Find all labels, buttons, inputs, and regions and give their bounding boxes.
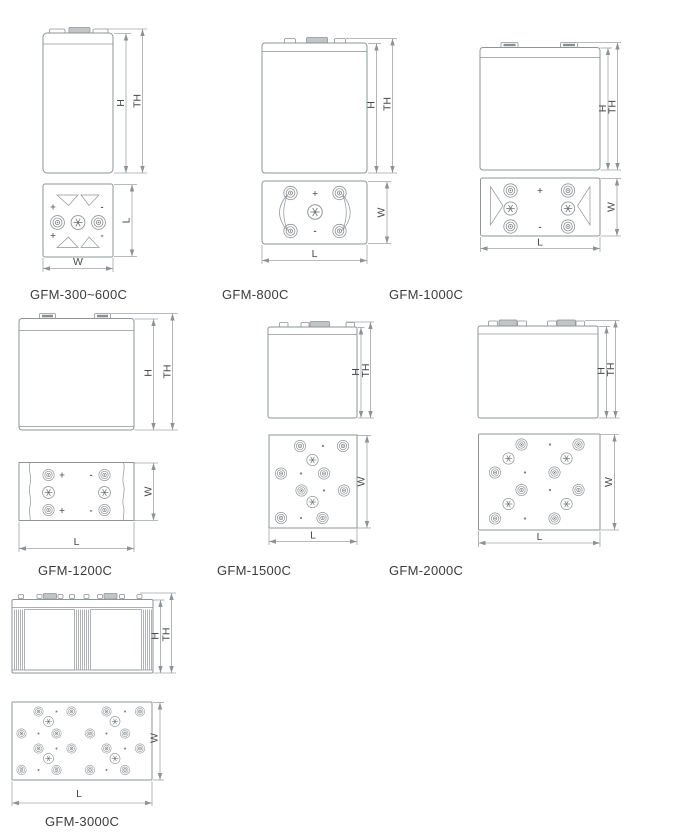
top-view (12, 702, 152, 780)
dim-label-right: W (148, 733, 161, 743)
front-view (262, 38, 367, 174)
dim-label-right: W (375, 207, 388, 218)
top-view (43, 184, 113, 257)
polarity-positive: + (58, 470, 66, 480)
diagram-gfm-800c (250, 20, 400, 282)
dim-label-bottom: L (536, 531, 543, 543)
model-caption: GFM-1000C (389, 287, 464, 302)
polarity-positive: + (49, 202, 57, 212)
dim-label-right: W (603, 477, 615, 487)
diagram-gfm-300-600c (0, 20, 160, 282)
polarity-positive: + (536, 186, 544, 196)
front-view (12, 594, 153, 674)
dim-label-bottom: L (310, 529, 316, 542)
polarity-negative: - (538, 222, 542, 232)
dim-label-th: TH (606, 100, 619, 114)
polarity-positive: + (49, 231, 57, 240)
model-caption: GFM-800C (222, 287, 289, 302)
front-view (43, 28, 113, 174)
diagram-gfm-2000c (455, 305, 640, 560)
dim-label-bottom: L (537, 236, 543, 249)
dim-label-th: TH (131, 94, 144, 108)
polarity-negative: - (89, 470, 93, 480)
dim-label-th: TH (161, 364, 174, 379)
diagram-gfm-1200c (0, 305, 185, 560)
dim-label-h: H (115, 99, 127, 107)
dim-label-right: L (120, 217, 133, 224)
dim-label-h: H (365, 101, 378, 109)
diagram-gfm-3000c (0, 588, 185, 815)
top-view (269, 435, 357, 528)
dim-label-right: W (142, 486, 155, 497)
dim-label-h: H (350, 368, 362, 376)
polarity-negative: - (100, 202, 104, 212)
dim-label-th: TH (381, 97, 394, 111)
dim-label-th: TH (605, 362, 617, 377)
model-caption: GFM-1200C (38, 563, 113, 578)
top-view (262, 181, 367, 244)
dim-label-h: H (142, 369, 155, 377)
dim-label-h: H (149, 632, 162, 640)
dim-label-h: H (597, 104, 609, 113)
polarity-negative: - (100, 231, 104, 240)
diagram-gfm-1500c (250, 305, 400, 560)
dim-label-th: TH (160, 627, 173, 642)
dim-label-bottom: L (73, 536, 80, 548)
model-caption: GFM-3000C (45, 814, 120, 829)
model-caption: GFM-300~600C (30, 287, 128, 302)
dim-label-bottom: L (311, 248, 318, 260)
dim-label-bottom: W (73, 256, 83, 268)
top-view (481, 178, 601, 236)
polarity-negative: - (313, 226, 317, 236)
dim-label-th: TH (360, 363, 372, 378)
top-view (479, 434, 601, 530)
terminal-bumps (19, 594, 143, 600)
model-caption: GFM-2000C (389, 563, 464, 578)
front-view (480, 43, 600, 171)
dim-label-bottom: L (76, 788, 82, 800)
front-view (19, 314, 134, 431)
diagram-gfm-1000c (455, 20, 640, 282)
front-view (478, 320, 598, 418)
dim-label-right: W (355, 476, 368, 487)
dim-label-right: W (605, 202, 618, 212)
front-view (268, 322, 357, 419)
polarity-positive: + (311, 189, 319, 198)
model-caption: GFM-1500C (217, 563, 292, 578)
top-view (19, 463, 134, 521)
polarity-positive: + (58, 506, 66, 515)
polarity-negative: - (89, 506, 93, 515)
dim-label-h: H (595, 367, 608, 375)
